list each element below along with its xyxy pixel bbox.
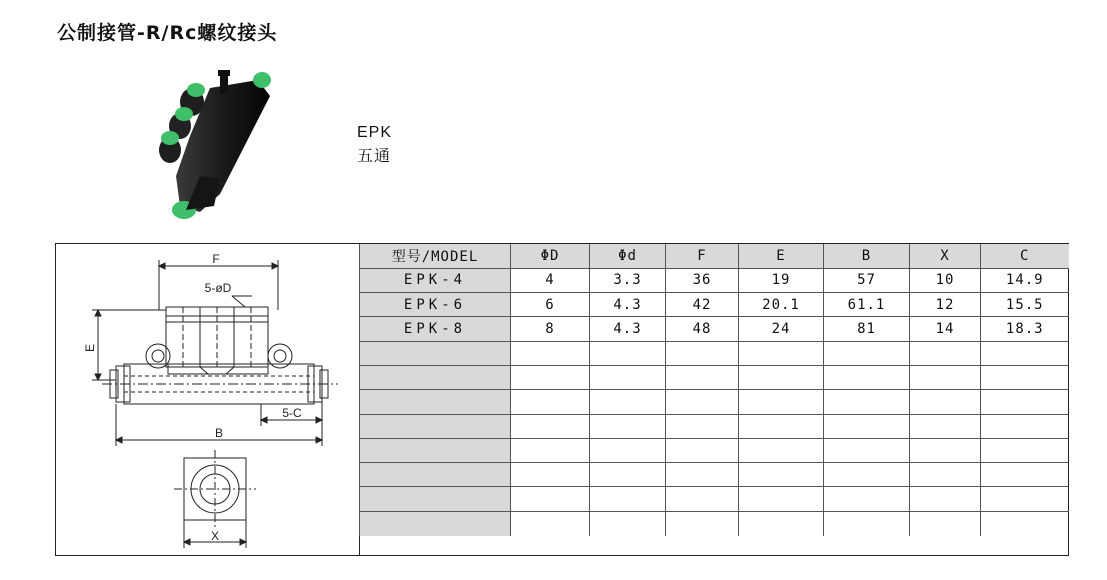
table-cell: 81 [824, 317, 910, 341]
table-row [360, 365, 1069, 389]
header-c: C [981, 244, 1069, 268]
table-cell: 57 [824, 268, 910, 292]
table-cell: 20.1 [739, 293, 824, 317]
table-cell [824, 414, 910, 438]
model-cell [360, 365, 511, 389]
table-cell [666, 487, 739, 511]
table-header-row [360, 244, 1069, 268]
table-cell [981, 511, 1069, 535]
table-cell [981, 487, 1069, 511]
model-cell [360, 487, 511, 511]
table-cell: 4.3 [590, 293, 666, 317]
table-cell [590, 414, 666, 438]
table-cell [981, 438, 1069, 462]
header-f: F [666, 244, 739, 268]
table-cell: 12 [910, 293, 981, 317]
table-cell [824, 511, 910, 535]
product-caption [357, 121, 392, 169]
dim-label-f: F [212, 252, 220, 266]
table-cell: 3.3 [590, 268, 666, 292]
model-cell [360, 463, 511, 487]
table-cell: 18.3 [981, 317, 1069, 341]
table-cell [739, 341, 824, 365]
table-cell [910, 390, 981, 414]
dim-label-x: X [210, 529, 220, 543]
spec-table [359, 244, 1069, 536]
table-cell [511, 341, 590, 365]
dim-label-d: 5-øD [204, 281, 232, 295]
table-row [360, 511, 1069, 535]
product-name: 五通 [357, 148, 392, 165]
table-cell [981, 390, 1069, 414]
table-cell [666, 341, 739, 365]
model-cell [360, 390, 511, 414]
table-cell [511, 390, 590, 414]
model-cell: EPK-4 [360, 268, 511, 292]
table-cell [824, 341, 910, 365]
table-cell [910, 438, 981, 462]
dim-label-e: E [83, 343, 97, 353]
technical-drawing [56, 244, 360, 555]
table-cell [666, 390, 739, 414]
header-model: 型号/MODEL [360, 244, 511, 268]
table-cell [666, 365, 739, 389]
table-cell: 36 [666, 268, 739, 292]
table-cell: 42 [666, 293, 739, 317]
table-row [360, 317, 1069, 341]
table-cell [739, 414, 824, 438]
table-cell: 14.9 [981, 268, 1069, 292]
product-code: EPK [357, 124, 393, 141]
table-cell [590, 341, 666, 365]
table-row [360, 463, 1069, 487]
table-cell [590, 463, 666, 487]
table-cell [590, 365, 666, 389]
table-row [360, 268, 1069, 292]
table-row [360, 438, 1069, 462]
model-cell [360, 414, 511, 438]
table-cell [590, 511, 666, 535]
table-cell [910, 414, 981, 438]
dim-label-c: 5-C [282, 406, 302, 420]
table-cell [511, 438, 590, 462]
table-cell [824, 390, 910, 414]
table-cell [910, 487, 981, 511]
table-cell [824, 463, 910, 487]
table-cell: 15.5 [981, 293, 1069, 317]
table-cell [910, 365, 981, 389]
table-cell [824, 438, 910, 462]
table-cell [910, 463, 981, 487]
table-cell: 14 [910, 317, 981, 341]
table-cell [739, 438, 824, 462]
table-cell [910, 341, 981, 365]
header-b: B [824, 244, 910, 268]
table-cell [739, 511, 824, 535]
table-cell [590, 438, 666, 462]
table-cell [511, 414, 590, 438]
table-row [360, 341, 1069, 365]
table-cell [824, 365, 910, 389]
table-cell [511, 463, 590, 487]
table-cell [590, 390, 666, 414]
table-cell [666, 463, 739, 487]
table-cell: 48 [666, 317, 739, 341]
table-cell [739, 390, 824, 414]
header-e: E [739, 244, 824, 268]
table-row [360, 487, 1069, 511]
model-cell: EPK-6 [360, 293, 511, 317]
table-cell: 19 [739, 268, 824, 292]
table-cell [981, 341, 1069, 365]
table-cell [981, 463, 1069, 487]
table-cell [981, 414, 1069, 438]
table-cell [511, 365, 590, 389]
table-cell: 4.3 [590, 317, 666, 341]
table-cell [824, 487, 910, 511]
table-cell: 10 [910, 268, 981, 292]
table-cell: 4 [511, 268, 590, 292]
dim-label-b: B [214, 426, 224, 440]
table-cell [511, 511, 590, 535]
table-cell [739, 463, 824, 487]
table-cell [981, 365, 1069, 389]
table-cell [910, 511, 981, 535]
table-row [360, 293, 1069, 317]
page-title: 公制接管-R/Rc螺纹接头 [57, 22, 278, 44]
table-cell [666, 438, 739, 462]
table-cell: 8 [511, 317, 590, 341]
table-cell: 24 [739, 317, 824, 341]
model-cell [360, 341, 511, 365]
spec-panel [55, 243, 1069, 556]
table-cell [739, 365, 824, 389]
table-cell [739, 487, 824, 511]
table-cell: 61.1 [824, 293, 910, 317]
table-cell [590, 487, 666, 511]
table-cell [666, 511, 739, 535]
header-od: ΦD [511, 244, 590, 268]
header-x: X [910, 244, 981, 268]
model-cell [360, 511, 511, 535]
table-cell: 6 [511, 293, 590, 317]
table-cell [511, 487, 590, 511]
header-id: Φd [590, 244, 666, 268]
model-cell [360, 438, 511, 462]
table-cell [666, 414, 739, 438]
table-row [360, 390, 1069, 414]
model-cell: EPK-8 [360, 317, 511, 341]
table-row [360, 414, 1069, 438]
product-photo [150, 66, 280, 224]
